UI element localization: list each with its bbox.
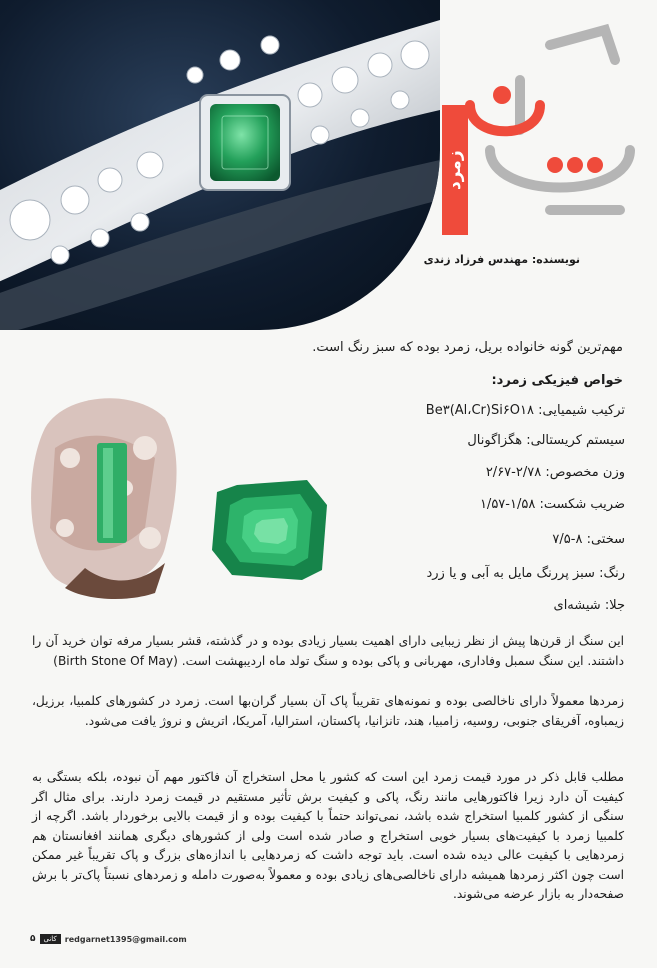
properties-title: خواص فیزیکی زمرد: bbox=[491, 373, 623, 388]
emerald-bracelet-photo bbox=[0, 0, 440, 330]
property-refractive-index: ضریب شکست: ۱/۵۸-۱/۵۷ bbox=[479, 497, 625, 512]
contact-email[interactable]: redgarnet1395@gmail.com bbox=[64, 934, 187, 944]
brand-logo: کانی bbox=[40, 934, 61, 944]
property-crystal-system: سیستم کریستالی: هگزاگونال bbox=[467, 433, 625, 448]
property-luster: جلا: شیشه‌ای bbox=[553, 598, 625, 613]
property-density: وزن مخصوص: ۲/۷۸-۲/۶۷ bbox=[485, 465, 625, 480]
paragraph-pricing: مطلب قابل ذکر در مورد قیمت زمرد این است که کشور یا محل استخراج آن فاکتور مهم آن نبوده، بلکه بستگی به کیفیت آن دارد زیرا فاکتورهایی مانند رنگ، پاکی و کیفیت برش تأثیر مستقیم در قیمت زمرد دارند. برای مثال اگر سنگی از کشور کلمبیا استخراج شده باشد، نمی‌تواند حتماً با کیفیت بوده و از قیمت بالایی برخوردار باشد. اگرچه از کلمبیا زمرد با کیفیت‌های بسیار خوبی استخراج و صادر شده است ولی از کشورهای دیگری همانند افغانستان هم زمردهایی با کیفیت عالی دیده شده است. باید توجه داشت که زمردهایی با اندازه‌های بزرگ و پاک تقریباً غیر ممکن است چون اکثر زمردها همیشه دارای ناخالصی‌های زیادی بوده و معمولاً به‌صورت دامله و زمردهای نسبتاً پاک‌تر با برش صفحه‌دار به بازار عرضه می‌شوند. bbox=[32, 770, 624, 901]
gem-name-tag bbox=[442, 105, 468, 235]
page-number: ۵ bbox=[30, 934, 36, 944]
property-chemical: ترکیب شیمیایی: Be۳(Al،Cr)Si۶O۱۸ bbox=[425, 403, 625, 418]
paragraph-history: این سنگ از قرن‌ها پیش از نظر زیبایی دارای اهمیت بسیار زیادی بوده و در گذشته، قشر بسیار مرفه توان خرید آن را داشتند. این سنگ سمبل وفاداری، مهربانی و پاکی بوده و سنگ تولد ماه اردیبهشت است. (Birth Stone Of May) bbox=[32, 634, 624, 668]
property-hardness: سختی: ۸-۷/۵ bbox=[552, 532, 625, 547]
cut-emerald-photo bbox=[212, 480, 327, 580]
author-byline: نویسنده: مهندس فرزاد زندی bbox=[423, 253, 580, 266]
page-footer bbox=[30, 932, 187, 946]
intro-text: مهم‌ترین گونه خانواده بریل، زمرد بوده که سبز رنگ است. bbox=[312, 340, 623, 355]
gem-name: زمرد bbox=[445, 150, 465, 190]
rough-emerald-photo bbox=[25, 388, 183, 603]
paragraph-sources: زمردها معمولاً دارای ناخالصی بوده و نمونه‌های تقریباً پاک آن بسیار گران‌بها است. زمرد در کشورهای کلمبیا، برزیل، زیمباوه، آفریقای جنوبی، روسیه، زامبیا، هند، تانزانیا، پاکستان، استرالیا، آمریکا، اتریش و نروژ یافت می‌شود. bbox=[32, 694, 624, 728]
property-color: رنگ: سبز پررنگ مایل به آبی و یا زرد bbox=[426, 566, 625, 581]
